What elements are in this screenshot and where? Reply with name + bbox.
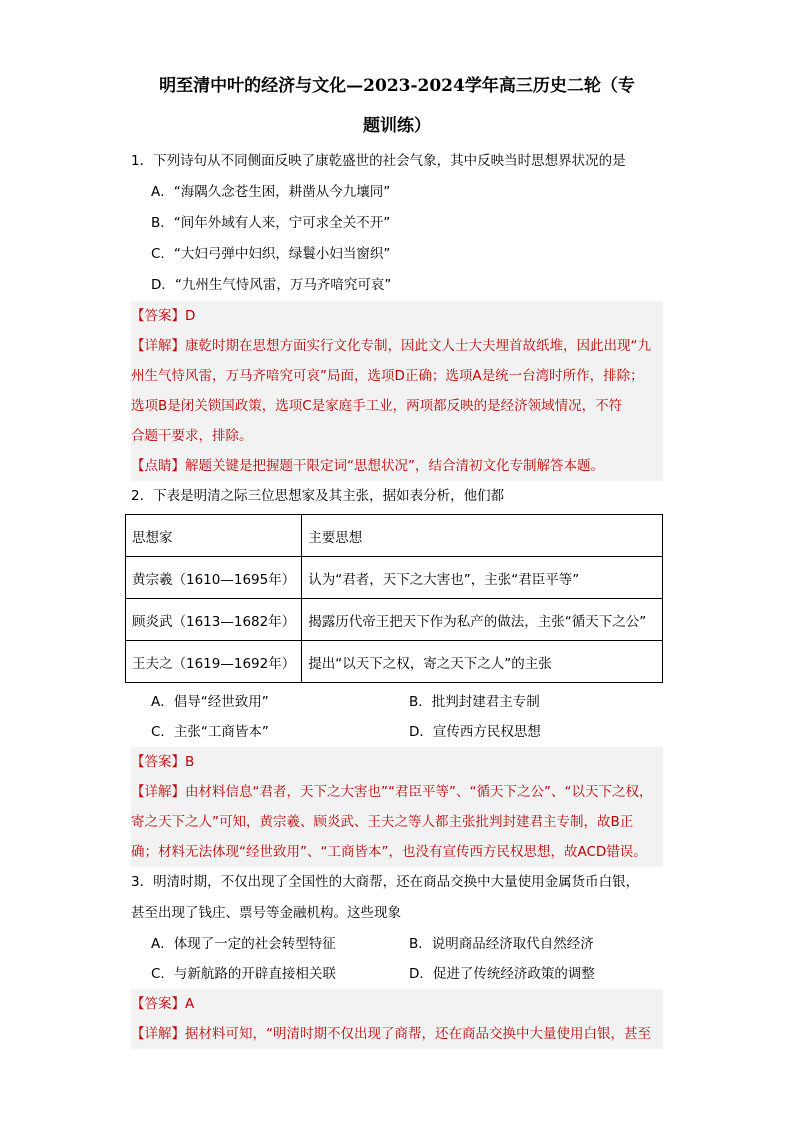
table-row (126, 599, 663, 641)
detail-tag: 【详解】 (131, 1026, 185, 1042)
table-header-row (126, 515, 663, 557)
question-3-options-row-2 (131, 959, 663, 989)
question-3-answer (131, 989, 663, 1019)
detail-line: 【详解】由材料信息“君者，天下之大害也”“君臣平等”、“循天下之公”、“以天下之权， (131, 784, 653, 800)
question-1-option-a: A．“海隅久念苍生困，耕凿从今九壤同” (151, 184, 391, 200)
question-1-option-c: C．“大妇弓弹中妇织，绿鬟小妇当窗织” (151, 246, 391, 262)
question-3-detail (131, 1019, 663, 1049)
detail-line: 确；材料无法体现“经世致用”、“工商皆本”，也没有宣传西方民权思想，故ACD错误。 (131, 844, 647, 860)
table-row (126, 641, 663, 683)
question-1-stem: 1．下列诗句从不同侧面反映了康乾盛世的社会气象，其中反映当时思想界状况的是 (131, 153, 626, 169)
table-header-cell: 思想家 (126, 515, 302, 557)
document-title (131, 66, 663, 146)
title-line-1: 明至清中叶的经济与文化—2023-2024学年高三历史二轮（专 (159, 76, 635, 96)
question-2-option-c: C．主张“工商皆本” (151, 724, 269, 740)
question-2-option-a: A．倡导“经世致用” (151, 694, 269, 710)
table-cell: 提出“以天下之权，寄之天下之人”的主张 (302, 641, 663, 683)
answer-tag: 【答案】 (131, 754, 185, 770)
tip-tag: 【点睛】 (131, 458, 185, 474)
question-1-tip: 【点睛】解题关键是把握题干限定词“思想状况”，结合清初文化专制解答本题。 (131, 458, 604, 474)
detail-line: 【详解】据材料可知，“明清时期不仅出现了商帮，还在商品交换中大量使用白银，甚至 (131, 1026, 651, 1042)
question-2 (131, 481, 663, 867)
detail-tag: 【详解】 (131, 338, 185, 354)
question-2-option-b: B．批判封建君主专制 (409, 694, 540, 710)
question-3-stem-line: 甚至出现了钱庄、票号等金融机构。这些现象 (131, 905, 401, 921)
question-2-stem: 2．下表是明清之际三位思想家及其主张，据如表分析，他们都 (131, 488, 505, 504)
question-1-answer (131, 301, 663, 331)
question-1 (131, 146, 663, 481)
question-2-answer (131, 747, 663, 777)
detail-line: 【详解】康乾时期在思想方面实行文化专制，因此文人士大夫埋首故纸堆，因此出现“九 (131, 338, 651, 354)
answer-tag: 【答案】 (131, 996, 185, 1012)
question-3-option-c: C．与新航路的开辟直接相关联 (151, 966, 336, 982)
question-2-option-d: D．宣传西方民权思想 (409, 724, 541, 740)
table-cell: 顾炎武（1613—1682年） (126, 599, 302, 641)
question-2-detail (131, 777, 663, 867)
detail-line: 选项B是闭关锁国政策，选项C是家庭手工业，两项都反映的是经济领域情况，不符 (131, 398, 623, 414)
detail-line: 州生气恃风雷，万马齐喑究可哀”局面，选项D正确；选项A是统一台湾时所作，排除； (131, 368, 644, 384)
table-header-cell: 主要思想 (302, 515, 663, 557)
question-3-options-row-1 (131, 929, 663, 959)
question-3-option-b: B．说明商品经济取代自然经济 (409, 936, 594, 952)
question-2-options-row-2 (131, 717, 663, 747)
question-1-detail (131, 331, 663, 451)
question-3-solution (131, 989, 663, 1049)
detail-tag: 【详解】 (131, 784, 185, 800)
question-3-stem-line: 3．明清时期，不仅出现了全国性的大商帮，还在商品交换中大量使用金属货币白银， (131, 874, 640, 890)
question-3-option-a: A．体现了一定的社会转型特征 (151, 936, 336, 952)
question-1-option-b: B．“间年外域有人来，宁可求全关不开” (151, 215, 391, 231)
answer-value: B (185, 754, 195, 770)
answer-tag: 【答案】 (131, 308, 185, 324)
table-cell: 揭露历代帝王把天下作为私产的做法，主张“循天下之公” (302, 599, 663, 641)
question-2-options-row-1 (131, 687, 663, 717)
answer-value: D (185, 308, 196, 324)
question-1-option-d: D．“九州生气恃风雷，万马齐喑究可哀” (151, 277, 392, 293)
detail-line: 合题干要求，排除。 (131, 428, 253, 444)
thinkers-table (125, 514, 663, 683)
question-2-solution (131, 747, 663, 867)
question-3 (131, 867, 663, 1049)
table-cell: 王夫之（1619—1692年） (126, 641, 302, 683)
title-line-2: 题训练） (363, 116, 431, 136)
table-cell: 黄宗羲（1610—1695年） (126, 557, 302, 599)
answer-value: A (185, 996, 195, 1012)
question-1-solution (131, 301, 663, 481)
detail-line: 寄之天下之人”可知，黄宗羲、顾炎武、王夫之等人都主张批判封建君主专制，故B正 (131, 814, 634, 830)
document-page (131, 66, 663, 1049)
table-cell: 认为“君者，天下之大害也”，主张“君臣平等” (302, 557, 663, 599)
table-row (126, 557, 663, 599)
question-3-option-d: D．促进了传统经济政策的调整 (409, 966, 595, 982)
